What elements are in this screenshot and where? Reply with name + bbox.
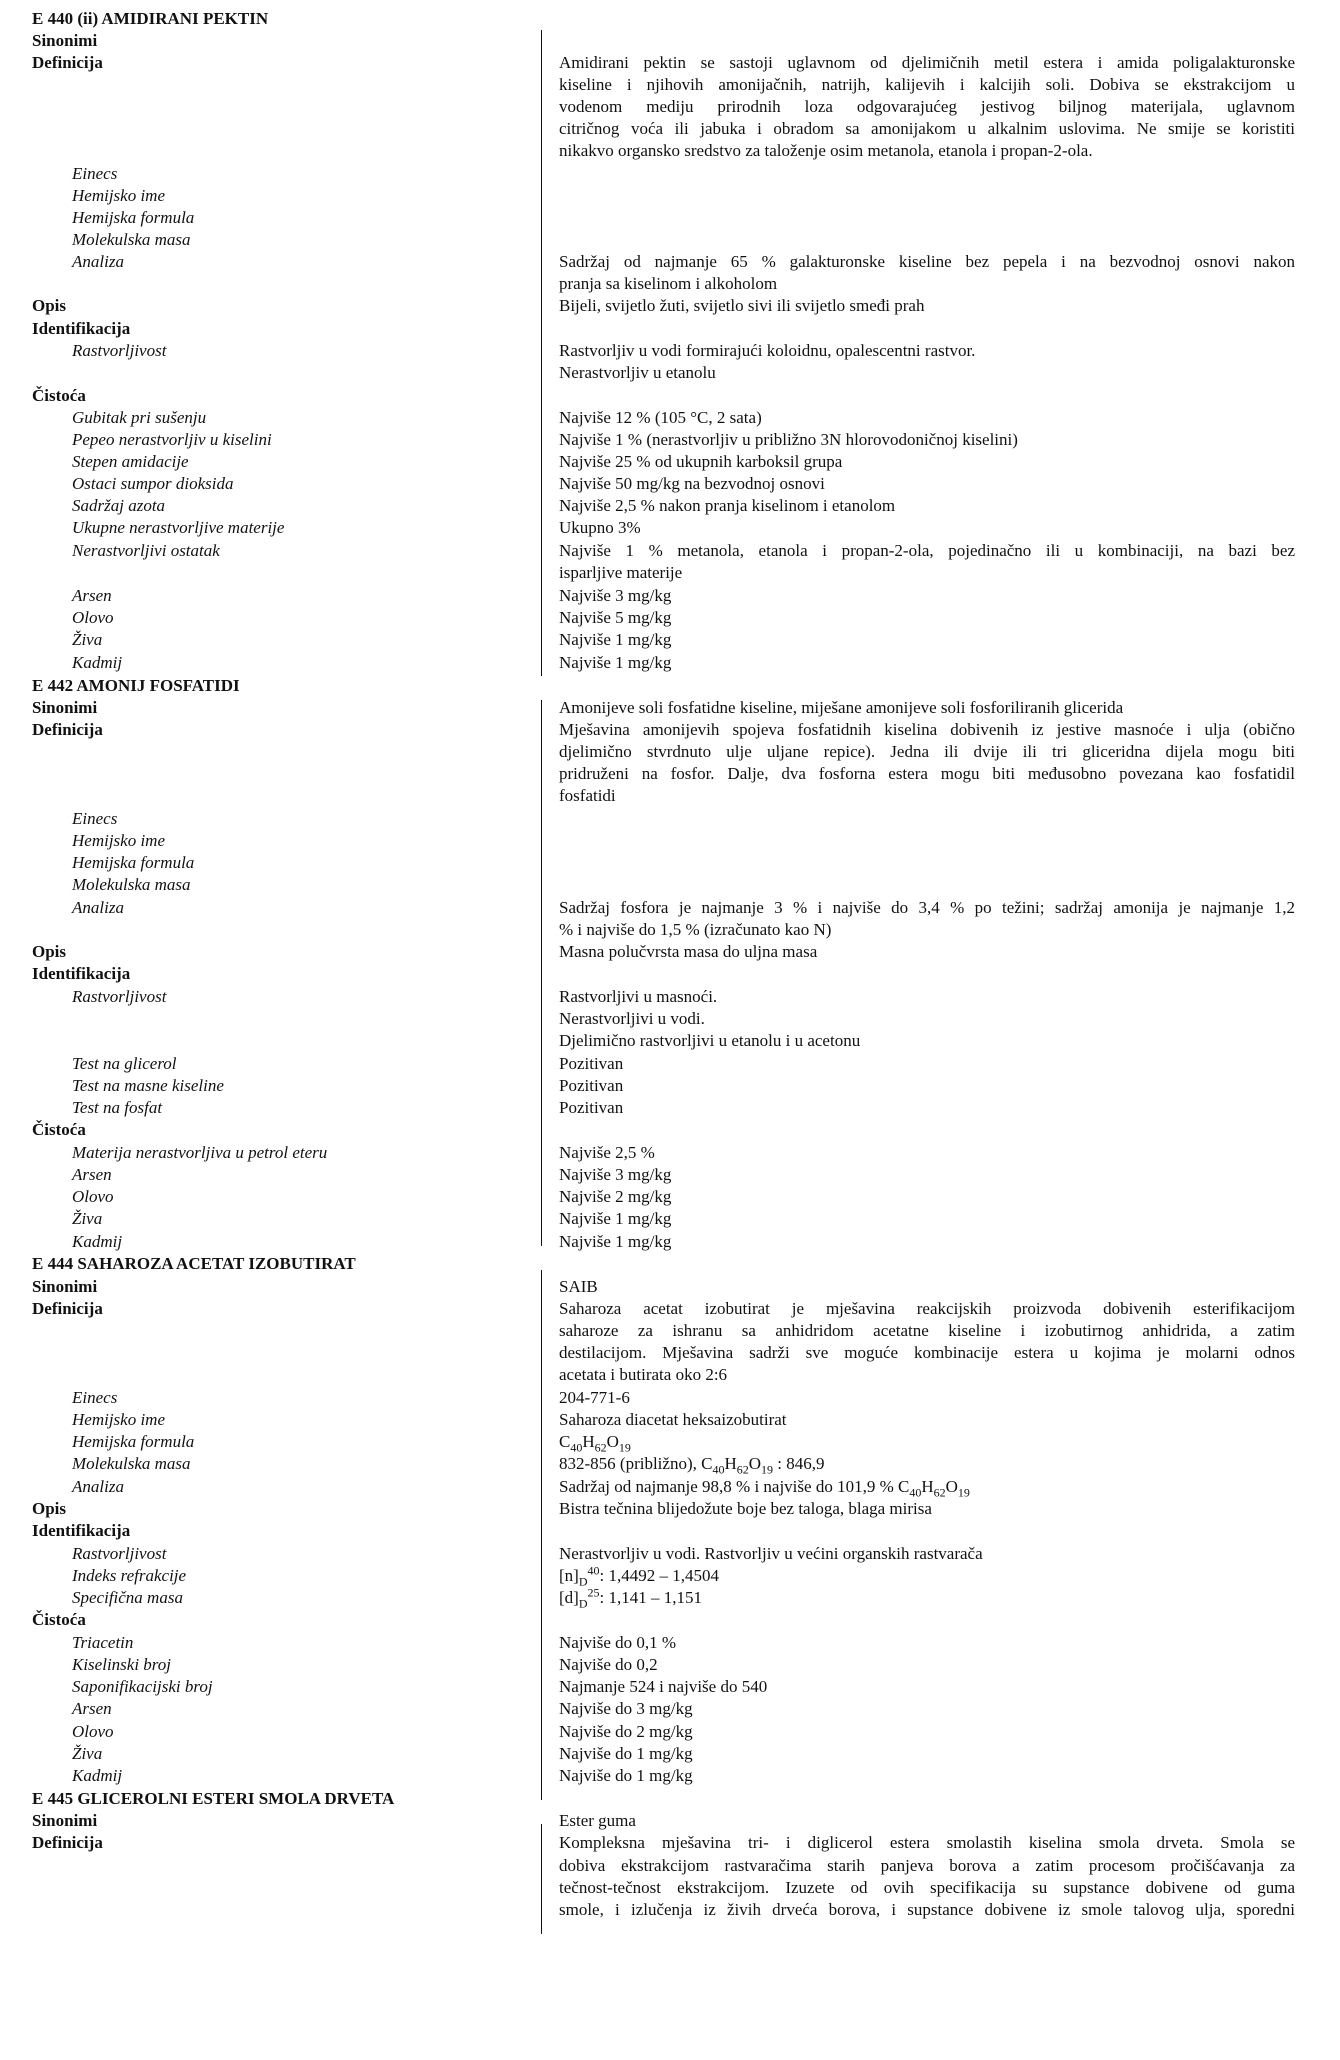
metal-label: Živa bbox=[72, 630, 103, 649]
cistoca-item-label: Olovo bbox=[72, 1722, 114, 1741]
ostatak-line: isparljive materije bbox=[559, 563, 683, 582]
cistoca-item-label: Olovo bbox=[72, 1187, 114, 1206]
cistoca-item-value: Najviše do 2 mg/kg bbox=[559, 1722, 693, 1741]
test-label: Test na masne kiseline bbox=[72, 1076, 224, 1095]
cistoca-label: Čistoća bbox=[32, 386, 86, 405]
cistoca-item-label: Ostaci sumpor dioksida bbox=[72, 474, 234, 493]
cistoca-item-value: Najviše do 1 mg/kg bbox=[559, 1766, 693, 1785]
cistoca-item-label: Pepeo nerastvorljiv u kiselini bbox=[72, 430, 272, 449]
column-divider bbox=[541, 1270, 542, 1800]
rastvorljivost-line: Nerastvorljiv u etanolu bbox=[559, 363, 716, 382]
specificna-masa-label: Specifična masa bbox=[72, 1588, 183, 1607]
cistoca-item-label: Saponifikacijski broj bbox=[72, 1677, 213, 1696]
cistoca-item-label: Ukupne nerastvorljive materije bbox=[72, 518, 285, 537]
opis-value: Bistra tečnina blijedožute boje bez taloga, blaga mirisa bbox=[559, 1499, 932, 1518]
hemijska-formula-value: $C_{40}H_{62}O_{19}$ bbox=[559, 1432, 631, 1455]
specificna-masa-value: $[d]_D^{25}$: 1,141 – 1,151 bbox=[559, 1585, 702, 1611]
rastvorljivost-line: Rastvorljiv u vodi formirajući koloidnu, opalescentni rastvor. bbox=[559, 341, 976, 360]
cistoca-item-label: Arsen bbox=[72, 1699, 112, 1718]
definicija-line: nikakvo organsko sredstvo za taloženje osim metanola, etanola i propan-2-ola. bbox=[559, 141, 1093, 160]
hemijsko-ime-value: Saharoza diacetat heksaizobutirat bbox=[559, 1410, 787, 1429]
test-value: Pozitivan bbox=[559, 1098, 624, 1117]
metal-label: Olovo bbox=[72, 608, 114, 627]
definicija-line: Saharoza acetat izobutirat je mješavina reakcijskih proizvoda dobivenih esterifikacijom bbox=[559, 1299, 1295, 1318]
opis-label: Opis bbox=[32, 942, 67, 961]
einecs-label: Einecs bbox=[72, 164, 118, 183]
cistoca-item-label: Triacetin bbox=[72, 1633, 134, 1652]
molekulska-masa-label: Molekulska masa bbox=[72, 875, 191, 894]
cistoca-item-value: Najviše 2,5 % bbox=[559, 1143, 655, 1162]
einecs-label: Einecs bbox=[72, 809, 118, 828]
analiza-label: Analiza bbox=[72, 252, 124, 271]
test-value: Pozitivan bbox=[559, 1054, 624, 1073]
sinonimi-value: Amonijeve soli fosfatidne kiseline, miješane amonijeve soli fosforiliranih glicerida bbox=[559, 698, 1124, 717]
definicija-line: destilacijom. Mješavina sadrži sve moguće kombinacije estera u kojima je molarni odnos bbox=[559, 1343, 1295, 1362]
cistoca-item-value: Najviše 1 mg/kg bbox=[559, 1232, 672, 1251]
molekulska-masa-label: Molekulska masa bbox=[72, 1454, 191, 1473]
molekulska-masa-value: 832-856 (približno), $C_{40}H_{62}O_{19}$ : 846,9 bbox=[559, 1454, 825, 1477]
indeks-refrakcije-value: $[n]_D^{40}$: 1,4492 – 1,4504 bbox=[559, 1563, 719, 1589]
metal-value: Najviše 3 mg/kg bbox=[559, 586, 672, 605]
indeks-refrakcije-label: Indeks refrakcije bbox=[72, 1566, 187, 1585]
identifikacija-label: Identifikacija bbox=[32, 1521, 131, 1540]
cistoca-item-value: Najviše do 1 mg/kg bbox=[559, 1744, 693, 1763]
sinonimi-label: Sinonimi bbox=[32, 698, 98, 717]
metal-value: Najviše 5 mg/kg bbox=[559, 608, 672, 627]
molekulska-masa-label: Molekulska masa bbox=[72, 230, 191, 249]
section-title: E 442 AMONIJ FOSFATIDI bbox=[32, 676, 240, 695]
definicija-line: dobiva ekstrakcijom rastvaračima starih panjeva borova a zatim procesom pročišćavanja za bbox=[559, 1856, 1295, 1875]
rastvorljivost-value: Nerastvorljiv u vodi. Rastvorljiv u većini organskih rastvarača bbox=[559, 1544, 983, 1563]
cistoca-item-value: Najviše 1 % (nerastvorljiv u približno 3N hlorovodoničnoj kiselini) bbox=[559, 430, 1018, 449]
metal-label: Kadmij bbox=[72, 653, 123, 672]
ostatak-line: Najviše 1 % metanola, etanola i propan-2-ola, pojedinačno ili u kombinaciji, na bazi bez bbox=[559, 541, 1295, 560]
cistoca-item-value: Najmanje 524 i najviše do 540 bbox=[559, 1677, 768, 1696]
cistoca-item-label: Živa bbox=[72, 1209, 103, 1228]
section-title: E 445 GLICEROLNI ESTERI SMOLA DRVETA bbox=[32, 1789, 395, 1808]
rastvorljivost-label: Rastvorljivost bbox=[72, 1544, 167, 1563]
cistoca-item-value: Najviše 3 mg/kg bbox=[559, 1165, 672, 1184]
cistoca-item-label: Kiselinski broj bbox=[72, 1655, 172, 1674]
cistoca-item-label: Kadmij bbox=[72, 1766, 123, 1785]
definicija-line: acetata i butirata oko 2:6 bbox=[559, 1365, 728, 1384]
test-label: Test na fosfat bbox=[72, 1098, 163, 1117]
cistoca-item-value: Najviše 2,5 % nakon pranja kiselinom i etanolom bbox=[559, 496, 896, 515]
rastvorljivost-line: Rastvorljivi u masnoći. bbox=[559, 987, 718, 1006]
definicija-label: Definicija bbox=[32, 1299, 103, 1318]
test-label: Test na glicerol bbox=[72, 1054, 177, 1073]
test-value: Pozitivan bbox=[559, 1076, 624, 1095]
einecs-value: 204-771-6 bbox=[559, 1388, 630, 1407]
definicija-line: Amidirani pektin se sastoji uglavnom od djelimičnih metil estera i amida poligalakturonske bbox=[559, 53, 1295, 72]
definicija-line: tečnost-tečnost ekstrakcijom. Izuzete od ovih specifikacija su supstance dobivene od guma bbox=[559, 1878, 1295, 1897]
analiza-line: Sadržaj od najmanje 65 % galakturonske kiseline bez pepela i na bezvodnoj osnovi nakon bbox=[559, 252, 1295, 271]
cistoca-item-value: Najviše 50 mg/kg na bezvodnoj osnovi bbox=[559, 474, 825, 493]
definicija-line: Kompleksna mješavina tri- i diglicerol estera smolastih kiselina smola drveta. Smola se bbox=[559, 1833, 1295, 1852]
analiza-label: Analiza bbox=[72, 1477, 124, 1496]
definicija-line: smole, i izlučenja iz živih drveća borova, i supstance dobivene iz smole talovog ulja, sporedni bbox=[559, 1900, 1295, 1919]
rastvorljivost-line: Djelimično rastvorljivi u etanolu i u acetonu bbox=[559, 1031, 861, 1050]
analiza-value: Sadržaj od najmanje 98,8 % i najviše do 101,9 % $C_{40}H_{62}O_{19}$ bbox=[559, 1477, 970, 1500]
cistoca-item-label: Kadmij bbox=[72, 1232, 123, 1251]
rastvorljivost-label: Rastvorljivost bbox=[72, 987, 167, 1006]
definicija-label: Definicija bbox=[32, 720, 103, 739]
identifikacija-label: Identifikacija bbox=[32, 964, 131, 983]
analiza-label: Analiza bbox=[72, 898, 124, 917]
definicija-label: Definicija bbox=[32, 1833, 103, 1852]
definicija-line: vodenom mediju prirodnih loza odgovarajućeg jestivog biljnog materijala, uglavnom bbox=[559, 97, 1295, 116]
analiza-line: Sadržaj fosfora je najmanje 3 % i najviše do 3,4 % po težini; sadržaj amonija je najmanje 1,2 bbox=[559, 898, 1295, 917]
sinonimi-value: SAIB bbox=[559, 1277, 598, 1296]
opis-value: Bijeli, svijetlo žuti, svijetlo sivi ili svijetlo smeđi prah bbox=[559, 296, 925, 315]
hemijska-formula-label: Hemijska formula bbox=[72, 208, 195, 227]
rastvorljivost-label: Rastvorljivost bbox=[72, 341, 167, 360]
opis-label: Opis bbox=[32, 296, 67, 315]
cistoca-item-value: Najviše 12 % (105 °C, 2 sata) bbox=[559, 408, 762, 427]
hemijska-formula-label: Hemijska formula bbox=[72, 853, 195, 872]
definicija-line: fosfatidi bbox=[559, 786, 616, 805]
opis-value: Masna polučvrsta masa do uljna masa bbox=[559, 942, 818, 961]
sinonimi-label: Sinonimi bbox=[32, 1811, 98, 1830]
analiza-line: % i najviše do 1,5 % (izračunato kao N) bbox=[559, 920, 832, 939]
hemijsko-ime-label: Hemijsko ime bbox=[72, 1410, 166, 1429]
sinonimi-label: Sinonimi bbox=[32, 1277, 98, 1296]
section-title: E 444 SAHAROZA ACETAT IZOBUTIRAT bbox=[32, 1254, 356, 1273]
sinonimi-value: Ester guma bbox=[559, 1811, 636, 1830]
cistoca-item-value: Najviše do 3 mg/kg bbox=[559, 1699, 693, 1718]
definicija-label: Definicija bbox=[32, 53, 103, 72]
einecs-label: Einecs bbox=[72, 1388, 118, 1407]
metal-label: Arsen bbox=[72, 586, 112, 605]
sinonimi-label: Sinonimi bbox=[32, 31, 98, 50]
identifikacija-label: Identifikacija bbox=[32, 319, 131, 338]
definicija-line: kiseline i njihovih amonijačnih, natrijh, kalijevih i kalcijih soli. Dobiva se ekstrakcijom u bbox=[559, 75, 1295, 94]
cistoca-item-label: Gubitak pri sušenju bbox=[72, 408, 207, 427]
cistoca-item-value: Najviše 1 mg/kg bbox=[559, 1209, 672, 1228]
cistoca-item-label: Živa bbox=[72, 1744, 103, 1763]
rastvorljivost-line: Nerastvorljivi u vodi. bbox=[559, 1009, 705, 1028]
column-divider bbox=[541, 700, 542, 1246]
cistoca-item-value: Ukupno 3% bbox=[559, 518, 641, 537]
column-divider bbox=[541, 1824, 542, 1934]
definicija-line: citričnog voća ili jabuka i obradom sa amonijakom u alkalnim uslovima. Ne smije se koristiti bbox=[559, 119, 1295, 138]
hemijsko-ime-label: Hemijsko ime bbox=[72, 831, 166, 850]
cistoca-item-value: Najviše do 0,1 % bbox=[559, 1633, 677, 1652]
analiza-line: pranja sa kiselinom i alkoholom bbox=[559, 274, 778, 293]
cistoca-label: Čistoća bbox=[32, 1120, 86, 1139]
cistoca-item-value: Najviše 2 mg/kg bbox=[559, 1187, 672, 1206]
metal-value: Najviše 1 mg/kg bbox=[559, 653, 672, 672]
cistoca-item-label: Materija nerastvorljiva u petrol eteru bbox=[72, 1143, 328, 1162]
cistoca-item-label: Stepen amidacije bbox=[72, 452, 189, 471]
definicija-line: saharoze za ishranu sa anhidridom acetatne kiseline i izobutirnog anhidrida, a zatim bbox=[559, 1321, 1295, 1340]
cistoca-label: Čistoća bbox=[32, 1610, 86, 1629]
definicija-line: Mješavina amonijevih spojeva fosfatidnih kiselina dobivenih iz jestive masnoće i ulja (obično bbox=[559, 720, 1295, 739]
definicija-line: djelimično stvrdnuto ulje uljane repice). Jedna ili dvije ili tri gliceridna dijela mogu biti bbox=[559, 742, 1295, 761]
metal-value: Najviše 1 mg/kg bbox=[559, 630, 672, 649]
hemijska-formula-label: Hemijska formula bbox=[72, 1432, 195, 1451]
cistoca-item-value: Najviše 25 % od ukupnih karboksil grupa bbox=[559, 452, 843, 471]
section-title: E 440 (ii) AMIDIRANI PEKTIN bbox=[32, 9, 269, 28]
hemijsko-ime-label: Hemijsko ime bbox=[72, 186, 166, 205]
ostatak-label: Nerastvorljivi ostatak bbox=[72, 541, 220, 560]
cistoca-item-label: Sadržaj azota bbox=[72, 496, 166, 515]
cistoca-item-value: Najviše do 0,2 bbox=[559, 1655, 658, 1674]
opis-label: Opis bbox=[32, 1499, 67, 1518]
definicija-line: pridruženi na fosfor. Dalje, dva fosforna estera mogu biti međusobno povezana kao fosfatidil bbox=[559, 764, 1295, 783]
cistoca-item-label: Arsen bbox=[72, 1165, 112, 1184]
column-divider bbox=[541, 30, 542, 676]
